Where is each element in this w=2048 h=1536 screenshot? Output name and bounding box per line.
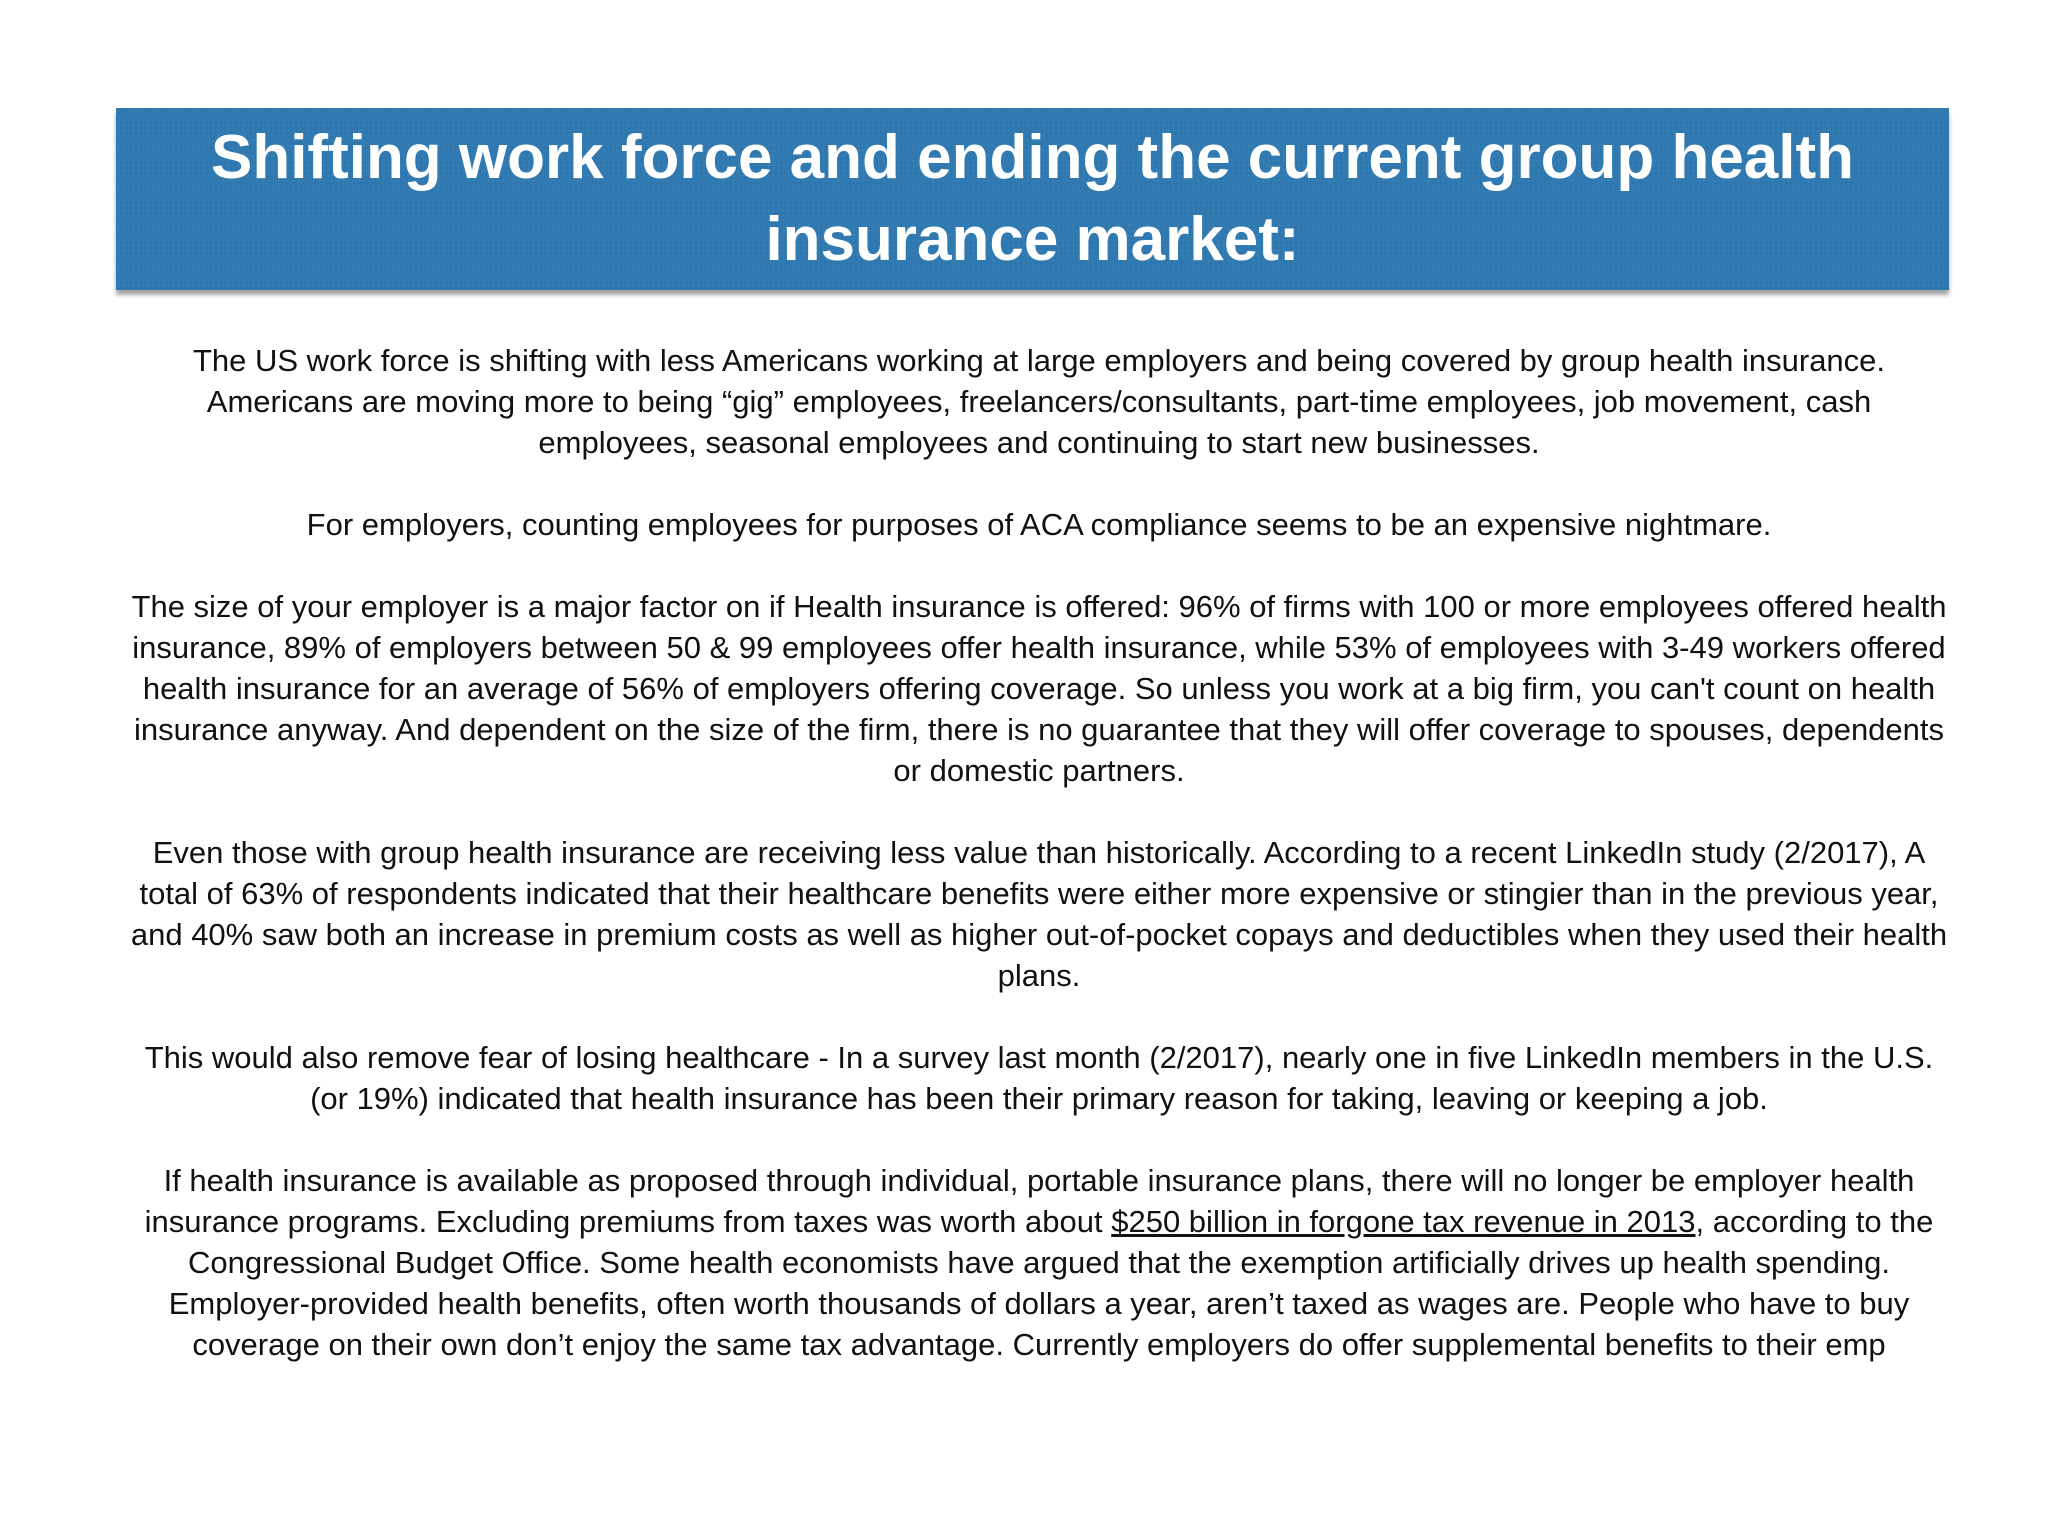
text-before-link: If health insurance is available as proposed through individual, portable insurance plans, there will no longer be employer health insurance programs. Excluding premiums from taxes was worth about <box>144 1163 1915 1239</box>
paragraph-aca-compliance: For employers, counting employees for purposes of ACA compliance seems to be an expensive nightmare. <box>306 507 1772 542</box>
body-text <box>128 340 1950 1406</box>
paragraph-linkedin-study: Even those with group health insurance are receiving less value than historically. According to a recent LinkedIn study (2/2017), A total of 63% of respondents indicated that their healthcare benefits were either more expensive or stingier than in the previous year, and 40% saw both an increase in premium costs as well as higher out-of-pocket copays and deductibles when they used their health plans. <box>130 835 1948 993</box>
page-title: Shifting work force and ending the current group health insurance market: <box>210 123 1855 274</box>
paragraph-workforce: The US work force is shifting with less Americans working at large employers and being covered by group health insurance. Americans are moving more to being “gig” employees, freelancers/consultants, part-time employees, job movement, cash employees, seasonal employees and continuing to start new businesses. <box>192 343 1886 460</box>
paragraph-fear-of-losing: This would also remove fear of losing healthcare - In a survey last month (2/2017), nearly one in five LinkedIn members in the U.S. (or 19%) indicated that health insurance has been their primary reason for taking, leaving or keeping a job. <box>144 1040 1934 1116</box>
text-after-link: , according to the Congressional Budget Office. Some health economists have argued that the exemption artificially drives up health spending. Employer-provided health benefits, often worth thousands of dollars a year, aren’t taxed as wages are. People who have to buy coverage on their own don’t enjoy the same tax advantage. Currently employers do offer supplemental benefits to their emp <box>168 1204 1934 1362</box>
paragraph-portable-plans <box>128 1160 1950 1365</box>
title-banner <box>116 108 1949 290</box>
paragraph-employer-size: The size of your employer is a major factor on if Health insurance is offered: 96% of firms with 100 or more employees offered health insurance, 89% of employers between 50 & 99 employees offer health insurance, while 53% of employees with 3-49 workers offered health insurance for an average of 56% of employers offering coverage. So unless you work at a big firm, you can't count on health insurance anyway. And dependent on the size of the firm, there is no guarantee that they will offer coverage to spouses, dependents or domestic partners. <box>131 589 1947 788</box>
cbo-link[interactable]: $250 billion in forgone tax revenue in 2013 <box>1111 1204 1696 1239</box>
